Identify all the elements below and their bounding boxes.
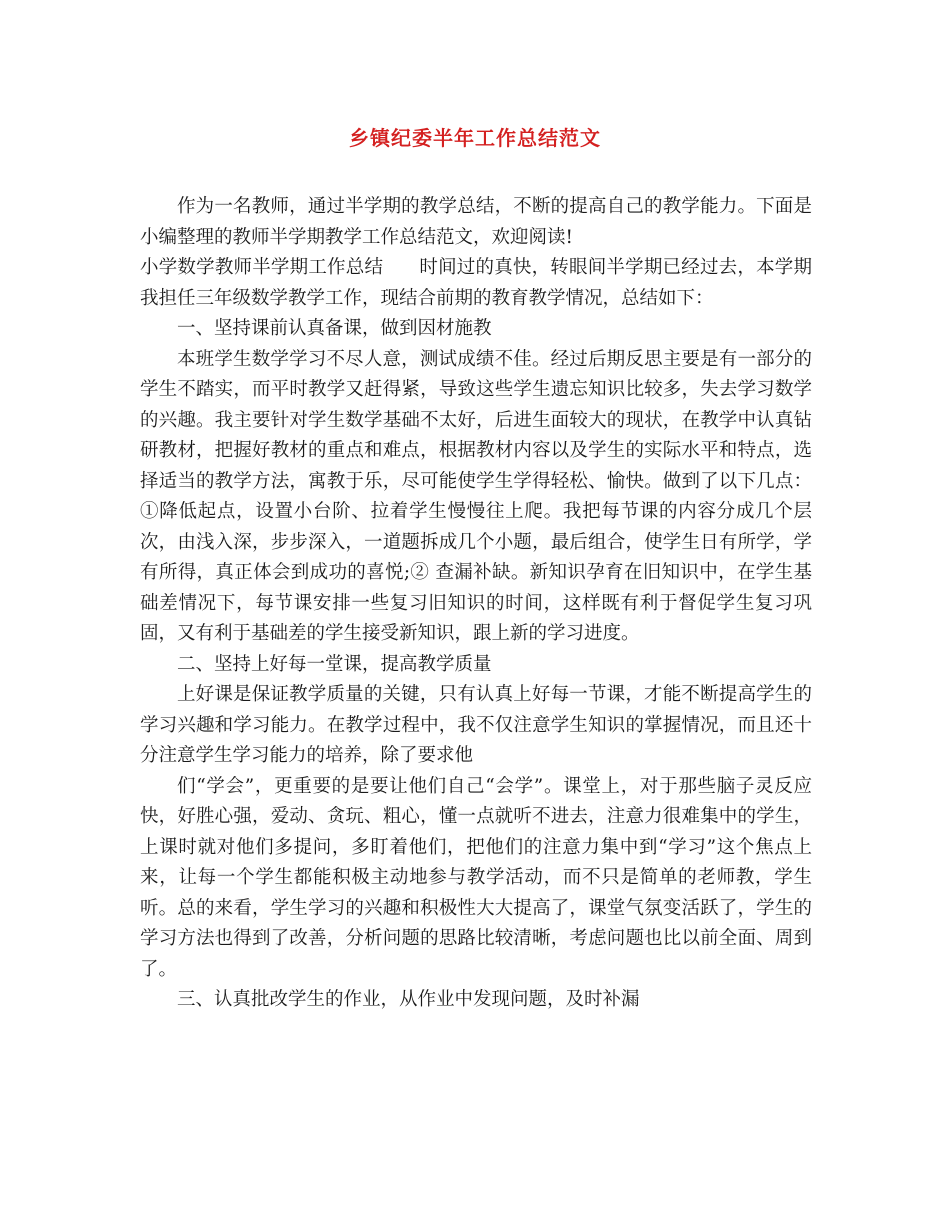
document-title: 乡镇纪委半年工作总结范文 bbox=[349, 126, 601, 150]
subtitle-text: 时间过的真快，转眼间半学期已经过去，本学期我担任三年级数学教学工作，现结合前期的教育教学情况，总结如下： bbox=[140, 257, 812, 309]
section3-heading: 三、认真批改学生的作业，从作业中发现问题，及时补漏 bbox=[177, 989, 640, 1010]
section2-body: 上好课是保证教学质量的关键，只有认真上好每一节课，才能不断提高学生的学习兴趣和学习能力。在教学过程中，我不仅注意学生知识的掌握情况，而且还十分注意学生学习能力的培养，除了要求他 bbox=[140, 684, 812, 766]
section1-heading: 一、坚持课前认真备课，做到因材施教 bbox=[177, 318, 492, 339]
section2-body-continued: 们“学会”，更重要的是要让他们自己“会学”。课堂上，对于那些脑子灵反应快，好胜心强，爱动、贪玩、粗心，懂一点就听不进去，注意力很难集中的学生，上课时就对他们多提问，多盯着他们，把他们的注意力集中到“学习”这个焦点上来，让每一个学生都能积极主动地参与教学活动，而不只是简单的老师教，学生听。总的来看，学生学习的兴趣和积极性大大提高了，课堂气氛变活跃了，学生的学习方法也得到了改善，分析问题的思路比较清晰，考虑问题也比以前全面、周到了。 bbox=[140, 775, 812, 980]
subtitle-label: 小学数学教师半学期工作总结 bbox=[140, 257, 384, 278]
intro-paragraph: 作为一名教师，通过半学期的教学总结，不断的提高自己的教学能力。下面是小编整理的教师半学期教学工作总结范文，欢迎阅读! bbox=[140, 196, 812, 248]
section1-body: 本班学生数学学习不尽人意，测试成绩不佳。经过后期反思主要是有一部分的学生不踏实，而平时教学又赶得紧，导致这些学生遗忘知识比较多，失去学习数学的兴趣。我主要针对学生数学基础不太好，后进生面较大的现状，在教学中认真钻研教材，把握好教材的重点和难点，根据教材内容以及学生的实际水平和特点，选择适当的教学方法，寓教于乐，尽可能使学生学得轻松、愉快。做到了以下几点：①降低起点，设置小台阶、拉着学生慢慢往上爬。我把每节课的内容分成几个层次，由浅入深，步步深入，一道题拆成几个小题，最后组合，使学生日有所学，学有所得，真正体会到成功的喜悦;② 查漏补缺。新知识孕育在旧知识中，在学生基础差情况下，每节课安排一些复习旧知识的时间，这样既有利于督促学生复习巩固，又有利于基础差的学生接受新知识，跟上新的学习进度。 bbox=[140, 348, 812, 644]
section2-heading: 二、坚持上好每一堂课，提高教学质量 bbox=[177, 653, 492, 675]
document-body bbox=[140, 192, 812, 1016]
subtitle-paragraph bbox=[140, 253, 812, 314]
